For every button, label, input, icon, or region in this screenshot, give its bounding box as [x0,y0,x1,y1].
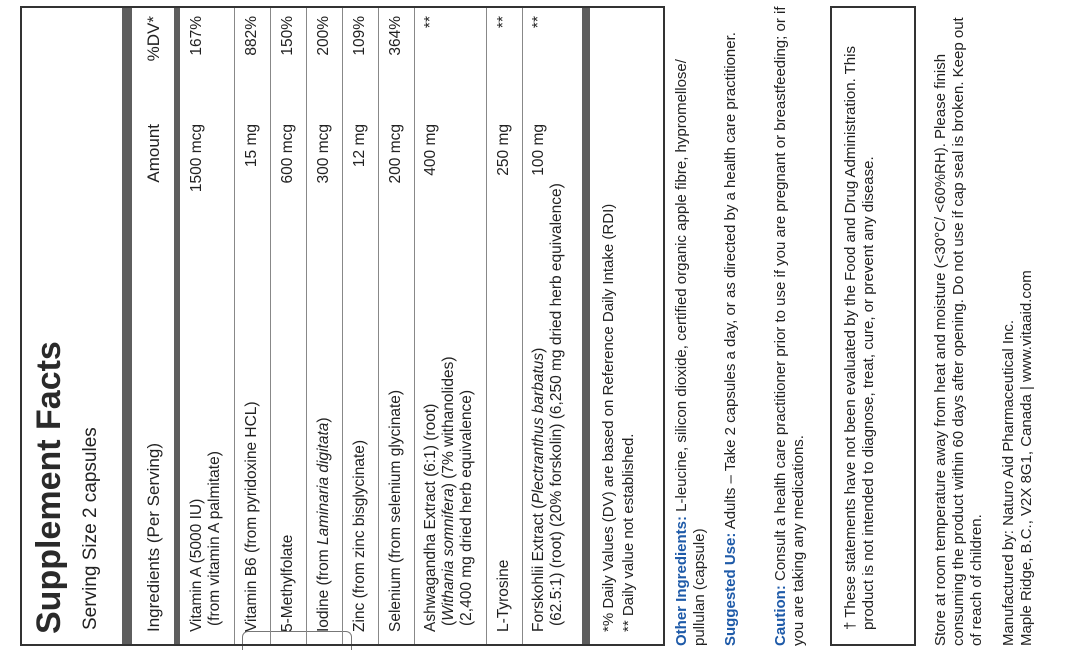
facts-title: Supplement Facts [30,341,68,634]
supplement-facts-panel [20,6,665,646]
ingredient-amount: 600 mcg [279,124,296,184]
ingredient-source: (from vitamin A palmitate) [206,451,223,626]
ingredient-source: (62.5:1) (root) (20% forskolin) (6,250 mg dried herb equivalence) [548,183,565,626]
ingredient-amount: 200 mcg [387,124,404,184]
footnote-dv: *% Daily Values (DV) are based on Reference Daily Intake (RDI) [600,203,617,632]
ingredient-name: Ashwagandha Extract (6:1) (root) [422,403,439,632]
table-row [486,8,523,644]
ingredient-species: (Withania somnifera) (7% withanolides) [440,356,457,626]
ingredient-name: Zinc (from zinc bisglycinate) [351,439,368,632]
footnote-not-established: ** Daily value not established. [620,433,637,632]
table-row [234,8,271,644]
ingredient-dv: 364% [387,16,404,56]
caution: Caution: Consult a health care practitioner prior to use if you are pregnant or breastfeeding; or if you are taking any medications. [772,6,807,646]
manufacturer-line-1: Manufactured by: Naturo Aid Pharmaceutical Inc. [1000,319,1017,646]
table-row [414,8,487,644]
ingredient-name: Iodine (from Laminaria digitata) [315,417,332,632]
table-row [522,8,580,644]
table-row [270,8,307,644]
header-amount: Amount [144,124,163,183]
ingredient-dv: 200% [315,16,332,56]
ingredient-amount: 1500 mcg [188,124,205,193]
ingredient-amount: 250 mg [495,124,512,176]
table-header-row [136,8,180,644]
ingredient-amount: 100 mg [530,124,547,176]
ingredient-dv: 150% [279,16,296,56]
header-dv: %DV* [144,16,163,62]
table-row [342,8,379,644]
ingredient-name: L-Tyrosine [495,559,512,632]
fda-statement-box [830,6,916,646]
suggested-use: Suggested Use: Adults – Take 2 capsules a day, or as directed by a health care practitioner. [722,32,739,646]
serving-size: Serving Size 2 capsules [80,427,101,630]
ingredient-dv: 109% [351,16,368,56]
ingredient-equivalence: (2,400 mg dried herb equivalence) [458,389,475,626]
other-ingredients: Other Ingredients: L-leucine, silicon dioxide, certified organic apple fibre, hypromellose/ pullulan (capsule) [673,59,708,646]
header-divider-bar [122,8,132,644]
ingredient-dv: ** [530,16,547,29]
footnote-divider-bar [582,8,590,644]
table-row [180,8,235,644]
ingredient-name: Vitamin B6 (from pyridoxine HCL) [243,401,260,632]
manufacturer-line-2: Maple Ridge, B.C., V2X 8G1, Canada | www.vitaaid.com [1018,270,1035,646]
fda-statement: † These statements have not been evaluated by the Food and Drug Administration. This product is not intended to diagnose, treat, cure, or prevent any disease. [842,46,877,630]
ingredient-name: Selenium (from selenium glycinate) [387,389,404,632]
ingredient-dv: 882% [243,16,260,56]
ingredient-amount: 12 mg [351,124,368,168]
ingredient-dv: ** [422,16,439,29]
ingredient-amount: 15 mg [243,124,260,168]
ingredient-name: 5-Methylfolate [279,534,296,632]
table-row [306,8,343,644]
ingredient-amount: 300 mcg [315,124,332,184]
table-row [378,8,415,644]
ingredient-amount: 400 mg [422,124,439,176]
ingredient-name: Forskohlii Extract (Plectranthus barbatus) [530,347,547,632]
ingredient-dv: 167% [188,16,205,56]
ingredient-name: Vitamin A (5000 IU) [188,498,205,632]
header-ingredients: Ingredients (Per Serving) [144,443,163,632]
ingredient-dv: ** [495,16,512,29]
storage-instructions: Store at room temperature away from heat and moisture (<30°C/ <60%RH). Please finish consuming the product within 60 days after opening. Do not use if cap seal is broken. Keep out of reach of children. [932,17,985,646]
